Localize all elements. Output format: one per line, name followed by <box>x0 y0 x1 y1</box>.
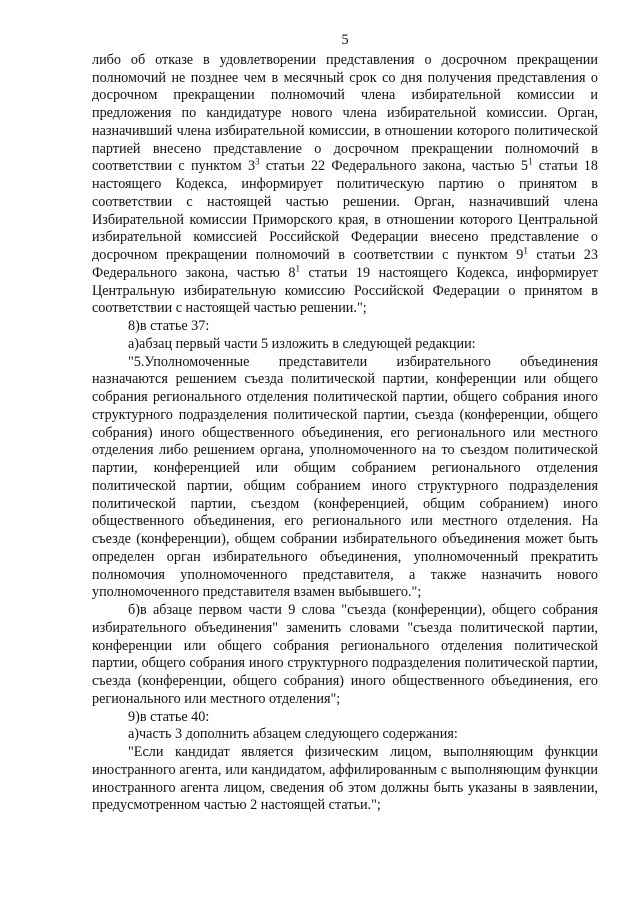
paragraph-p4 <box>92 354 598 603</box>
text-run: 8)в статье 37: <box>128 318 210 334</box>
text-run: б)в абзаце первом части 9 слова "съезда (конференции), общего собрания избирательного объединения" заменить словами "съезда политической партии, конференции или общего собрания регионального отделения политической партии, общего собрания иного структурного подразделения политической партии, съезда (конференции, общего собрания) иного общественного объединения, его регионального или местного отделения"; <box>92 602 598 707</box>
document-page <box>92 32 598 815</box>
text-run: статьи 19 настоящего Кодекса, информирует Центральную избирательную комиссию Российской Федерации о принятом в соответствии с настоящей частью решении."; <box>92 264 599 317</box>
text-run: статьи 22 Федерального закона, частью 5 <box>259 158 528 175</box>
paragraph-p1 <box>92 52 598 318</box>
document-body <box>92 52 598 815</box>
superscript: 1 <box>523 245 528 256</box>
paragraph-p6 <box>92 709 598 727</box>
paragraph-p2 <box>92 318 598 336</box>
paragraph-p5 <box>92 602 598 709</box>
superscript: 1 <box>527 156 533 167</box>
text-run: статьи 23 Федерального закона, частью 8 <box>92 247 598 281</box>
superscript: 3 <box>255 156 260 167</box>
paragraph-p7 <box>92 726 598 744</box>
text-run: 9)в статье 40: <box>128 708 210 725</box>
text-run: "5.Уполномоченные представители избирательного объединения назначаются решением съезда политической партии, конференции или общего собрания регионального отделения политической партии, общего собрания иного структурного подразделения политической партии, съезда (конференции, общего собрания) иного общественного объединения, его регионального или местного отделения либо решением органа, уполномоченного на то съездом политической партии, конференцией или общим собранием регионального отделения политической партии, общим собранием иного структурного подразделения политической партии, съездом (конференцией, общим собранием) иного общественного объединения, его регионального или местного отделения. На съезде (конференции), общем собрании избирательного объединения может быть определен орган избирательного объединения, уполномоченный прекратить полномочия уполномоченного представителя, а также назначить нового уполномоченного представителя взамен выбывшего."; <box>92 353 598 601</box>
text-run: а)часть 3 дополнить абзацем следующего содержания: <box>128 726 458 743</box>
paragraph-p8 <box>92 744 598 815</box>
text-run: статьи 18 настоящего Кодекса, информирует политическую партию о принятом в соответствии с настоящей частью решении. Орган, назначивший члена Избирательной комиссии Приморского края, в отношении которого Центральной избирательной комиссией Российской Федерации внесено представление о досрочном прекращении полномочий в соответствии с пунктом 9 <box>92 158 598 263</box>
superscript: 1 <box>295 263 300 274</box>
text-run: а)абзац первый части 5 изложить в следующей редакции: <box>128 335 476 352</box>
page-number: 5 <box>341 32 349 48</box>
text-run: "Если кандидат является физическим лицом, выполняющим функции иностранного агента, или кандидатом, аффилированным с выполняющим функции иностранного агента лицом, сведения об этом должны быть указаны в заявлении, предусмотренном частью 2 настоящей статьи."; <box>92 744 598 814</box>
paragraph-p3 <box>92 336 598 354</box>
text-run: либо об отказе в удовлетворении представления о досрочном прекращении полномочий не позднее чем в месячный срок со дня получения представления о досрочном прекращении полномочий члена избирательной комиссии и предложения по кандидатуре нового члена избирательной комиссии. Орган, назначивший члена избирательной комиссии, в отношении которого политической партией внесено представление о досрочном прекращении полномочий в соответствии с пунктом 3 <box>92 51 598 175</box>
